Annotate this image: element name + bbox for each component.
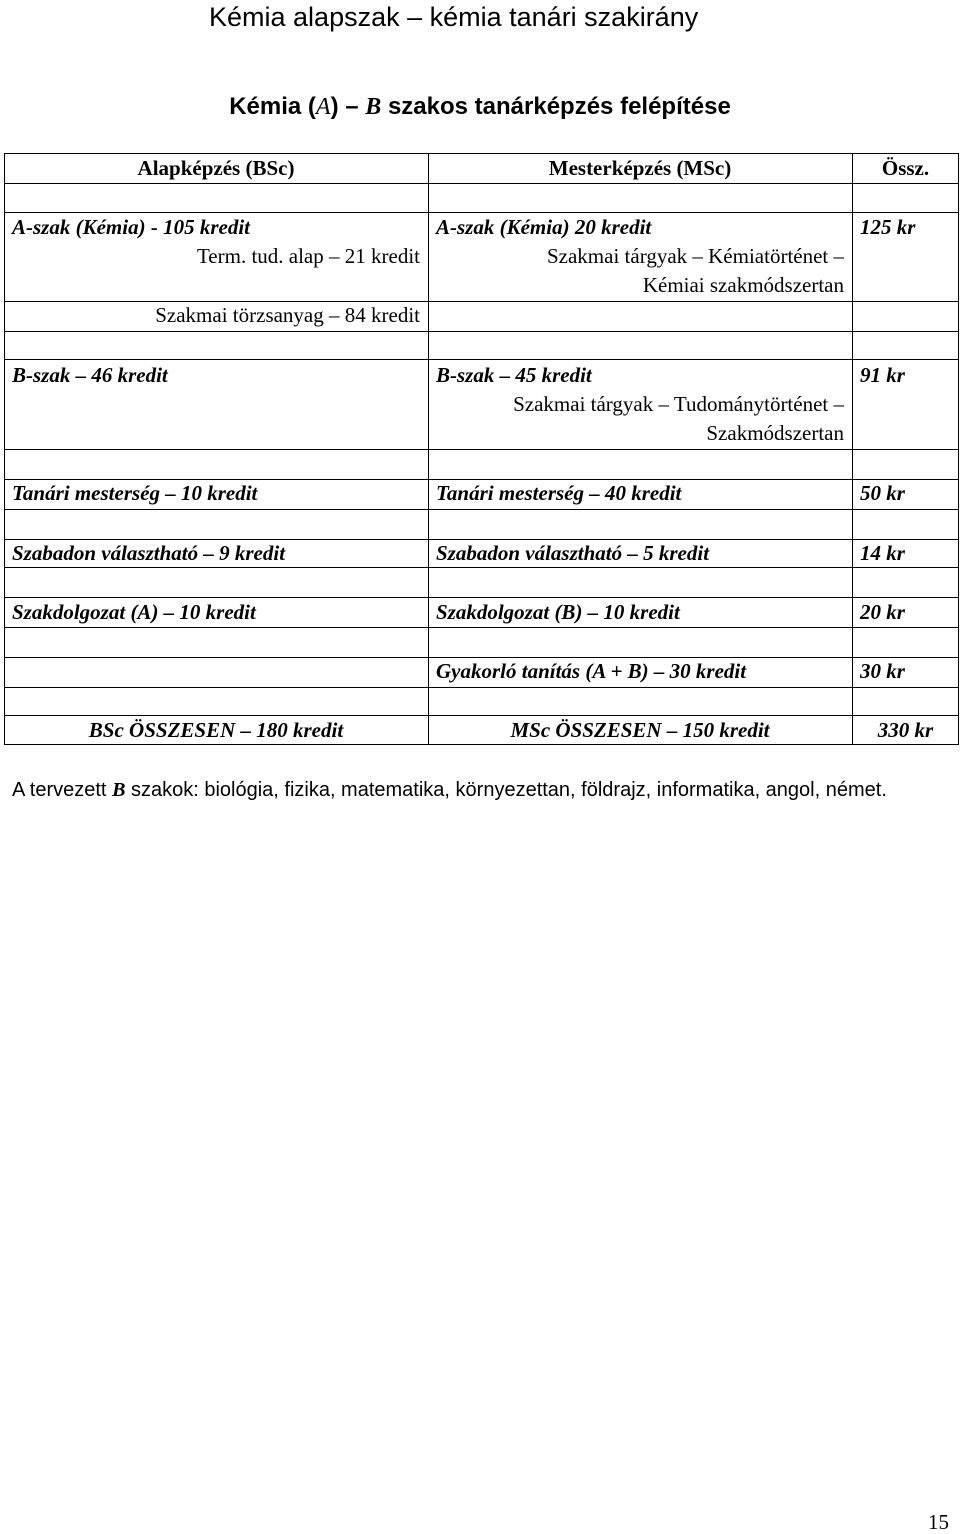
b-szak-bsc: B-szak – 46 kredit bbox=[12, 363, 168, 387]
footnote-text: szakok: biológia, fizika, matematika, környezettan, földrajz, informatika, angol, német. bbox=[125, 779, 887, 801]
szakdolgozat-bsc: Szakdolgozat (A) – 10 kredit bbox=[12, 600, 256, 624]
a-szak-msc-sub-line2: Kémiai szakmódszertan bbox=[642, 273, 844, 297]
a-szak-msc: A-szak (Kémia) 20 kredit bbox=[436, 215, 652, 239]
b-szak-msc: B-szak – 45 kredit bbox=[436, 363, 592, 387]
document-heading bbox=[0, 91, 960, 123]
footnote bbox=[12, 775, 952, 805]
szabadon-bsc: Szabadon választható – 9 kredit bbox=[12, 541, 286, 565]
osszesen-total: 330 kr bbox=[877, 718, 934, 742]
gyakorlo-total: 30 kr bbox=[860, 659, 905, 683]
a-szak-total: 125 kr bbox=[860, 215, 916, 239]
szabadon-msc: Szabadon választható – 5 kredit bbox=[436, 541, 710, 565]
tanari-total: 50 kr bbox=[860, 481, 905, 505]
header-total: Össz. bbox=[881, 156, 930, 180]
heading-part1: Kémia ( bbox=[229, 93, 316, 120]
a-szak-msc-sub-line1: Szakmai tárgyak – Kémiatörténet – bbox=[546, 244, 844, 268]
szabadon-total: 14 kr bbox=[860, 541, 905, 565]
osszesen-msc: MSc ÖSSZESEN – 150 kredit bbox=[510, 718, 770, 742]
szakdolgozat-total: 20 kr bbox=[860, 600, 905, 624]
gyakorlo-msc: Gyakorló tanítás (A + B) – 30 kredit bbox=[436, 659, 747, 683]
footnote-letter-b: B bbox=[112, 779, 126, 801]
heading-part2: ) – bbox=[330, 93, 366, 120]
tanari-msc: Tanári mesterség – 40 kredit bbox=[436, 481, 682, 505]
page-number: 15 bbox=[928, 1510, 949, 1534]
a-szak-bsc: A-szak (Kémia) - 105 kredit bbox=[12, 215, 250, 239]
page-title: Kémia alapszak – kémia tanári szakirány bbox=[209, 2, 699, 32]
b-szak-msc-sub-line2: Szakmódszertan bbox=[706, 421, 844, 445]
b-szak-total: 91 kr bbox=[860, 363, 905, 387]
structure-table bbox=[4, 153, 959, 745]
b-szak-msc-sub-line1: Szakmai tárgyak – Tudománytörténet – bbox=[513, 392, 844, 416]
szakdolgozat-msc: Szakdolgozat (B) – 10 kredit bbox=[436, 600, 680, 624]
a-szak-term-tud-alap: Term. tud. alap – 21 kredit bbox=[196, 244, 420, 268]
header-bsc: Alapképzés (BSc) bbox=[137, 156, 295, 180]
heading-letter-b: B bbox=[365, 94, 382, 120]
tanari-bsc: Tanári mesterség – 10 kredit bbox=[12, 481, 258, 505]
osszesen-bsc: BSc ÖSSZESEN – 180 kredit bbox=[88, 718, 344, 742]
heading-part3: szakos tanárképzés felépítése bbox=[381, 93, 731, 120]
header-msc: Mesterképzés (MSc) bbox=[548, 156, 732, 180]
heading-letter-a: A bbox=[315, 94, 331, 120]
footnote-prefix: A tervezett bbox=[12, 779, 113, 801]
a-szak-szakmai-torzsanyag: Szakmai törzsanyag – 84 kredit bbox=[155, 303, 420, 327]
